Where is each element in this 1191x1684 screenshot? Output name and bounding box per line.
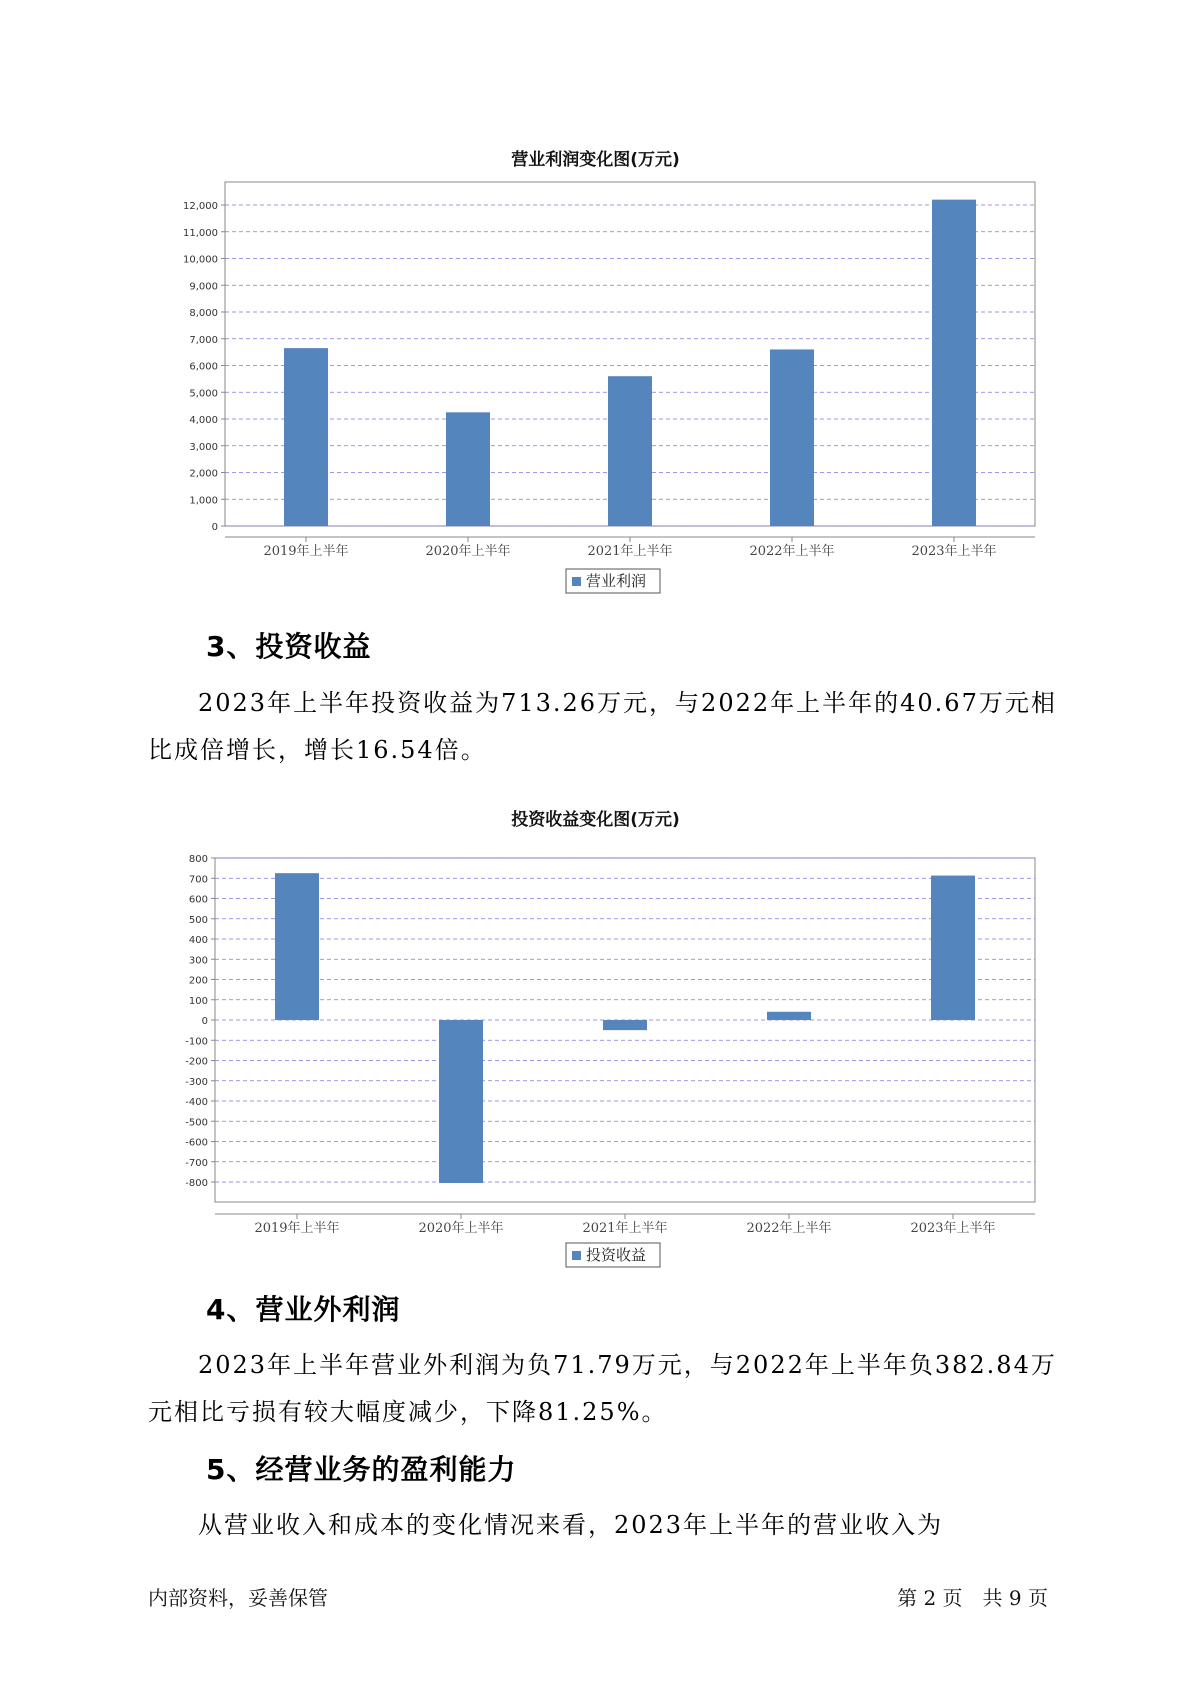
bar [446, 412, 490, 526]
y-tick-label: 7,000 [189, 334, 218, 346]
y-tick-label: 700 [188, 874, 208, 886]
y-tick-label: 500 [188, 914, 208, 926]
y-tick-label: -100 [185, 1036, 208, 1048]
footer-confidential-note: 内部资料，妥善保管 [148, 1586, 328, 1610]
y-tick-label: 0 [201, 1016, 208, 1027]
y-tick-label: 400 [188, 935, 208, 946]
y-tick-label: -400 [185, 1097, 208, 1108]
bar [770, 349, 814, 526]
bar [603, 1020, 647, 1030]
y-tick-label: 11,000 [183, 227, 218, 239]
paragraph-business-profitability: 从营业收入和成本的变化情况来看，2023年上半年的营业收入为 [198, 1511, 944, 1539]
section-heading-business-profitability: 5、经营业务的盈利能力 [206, 1453, 517, 1486]
bar [284, 348, 328, 526]
section-heading-investment-income: 3、投资收益 [206, 630, 372, 663]
y-tick-label: 200 [188, 975, 208, 987]
y-tick-label: 8,000 [189, 308, 218, 319]
y-tick-label: 5,000 [189, 388, 218, 400]
x-tick-label: 2022年上半年 [749, 544, 835, 559]
x-tick-label: 2020年上半年 [418, 1221, 504, 1236]
y-tick-label: -600 [185, 1137, 208, 1149]
x-tick-label: 2019年上半年 [254, 1221, 340, 1236]
bar [931, 876, 975, 1020]
x-tick-label: 2019年上半年 [263, 544, 349, 559]
paragraph-investment-income: 2023年上半年投资收益为713.26万元，与2022年上半年的40.67万元相比成倍增长，增长16.54倍。 [148, 689, 1057, 764]
operating-profit-chart [0, 180, 1191, 600]
y-tick-label: -200 [185, 1056, 208, 1068]
y-tick-label: 3,000 [189, 441, 218, 453]
y-tick-label: 12,000 [183, 201, 218, 212]
x-tick-label: 2023年上半年 [911, 544, 997, 559]
y-tick-label: 10,000 [183, 254, 218, 266]
y-tick-label: -500 [185, 1117, 208, 1129]
chart-title-operating-profit: 营业利润变化图(万元) [511, 150, 680, 170]
y-tick-label: -300 [185, 1076, 208, 1088]
x-tick-label: 2021年上半年 [582, 1221, 668, 1236]
y-tick-label: 300 [188, 955, 208, 967]
y-tick-label: 6,000 [189, 361, 218, 373]
x-tick-label: 2020年上半年 [425, 544, 511, 559]
legend-swatch [572, 1251, 581, 1260]
y-tick-label: 2,000 [189, 468, 218, 480]
y-tick-label: 0 [211, 522, 218, 533]
y-tick-label: 100 [188, 995, 208, 1007]
footer-page-number: 第 2 页 共 9 页 [897, 1586, 1048, 1610]
legend-label: 营业利润 [586, 572, 647, 590]
investment-income-chart [0, 830, 1191, 1264]
y-tick-label: 800 [188, 854, 208, 865]
y-tick-label: 4,000 [189, 415, 218, 426]
x-tick-label: 2022年上半年 [746, 1221, 832, 1236]
y-tick-label: 600 [188, 894, 208, 906]
legend-label: 投资收益 [586, 1246, 647, 1264]
y-tick-label: -800 [185, 1178, 208, 1189]
bar [932, 200, 976, 526]
y-tick-label: 1,000 [189, 495, 218, 507]
bar [439, 1020, 483, 1183]
section-heading-non-operating-profit: 4、营业外利润 [206, 1293, 401, 1326]
x-tick-label: 2021年上半年 [587, 544, 673, 559]
bar [767, 1012, 811, 1020]
bar [275, 873, 319, 1020]
y-tick-label: 9,000 [189, 281, 218, 293]
paragraph-non-operating-profit: 2023年上半年营业外利润为负71.79万元，与2022年上半年负382.84万元相比亏损有较大幅度减少，下降81.25%。 [148, 1351, 1057, 1426]
bar [608, 376, 652, 526]
y-tick-label: -700 [185, 1157, 208, 1169]
legend-swatch [572, 577, 581, 586]
chart-title-investment-income: 投资收益变化图(万元) [511, 810, 680, 830]
x-tick-label: 2023年上半年 [910, 1221, 996, 1236]
